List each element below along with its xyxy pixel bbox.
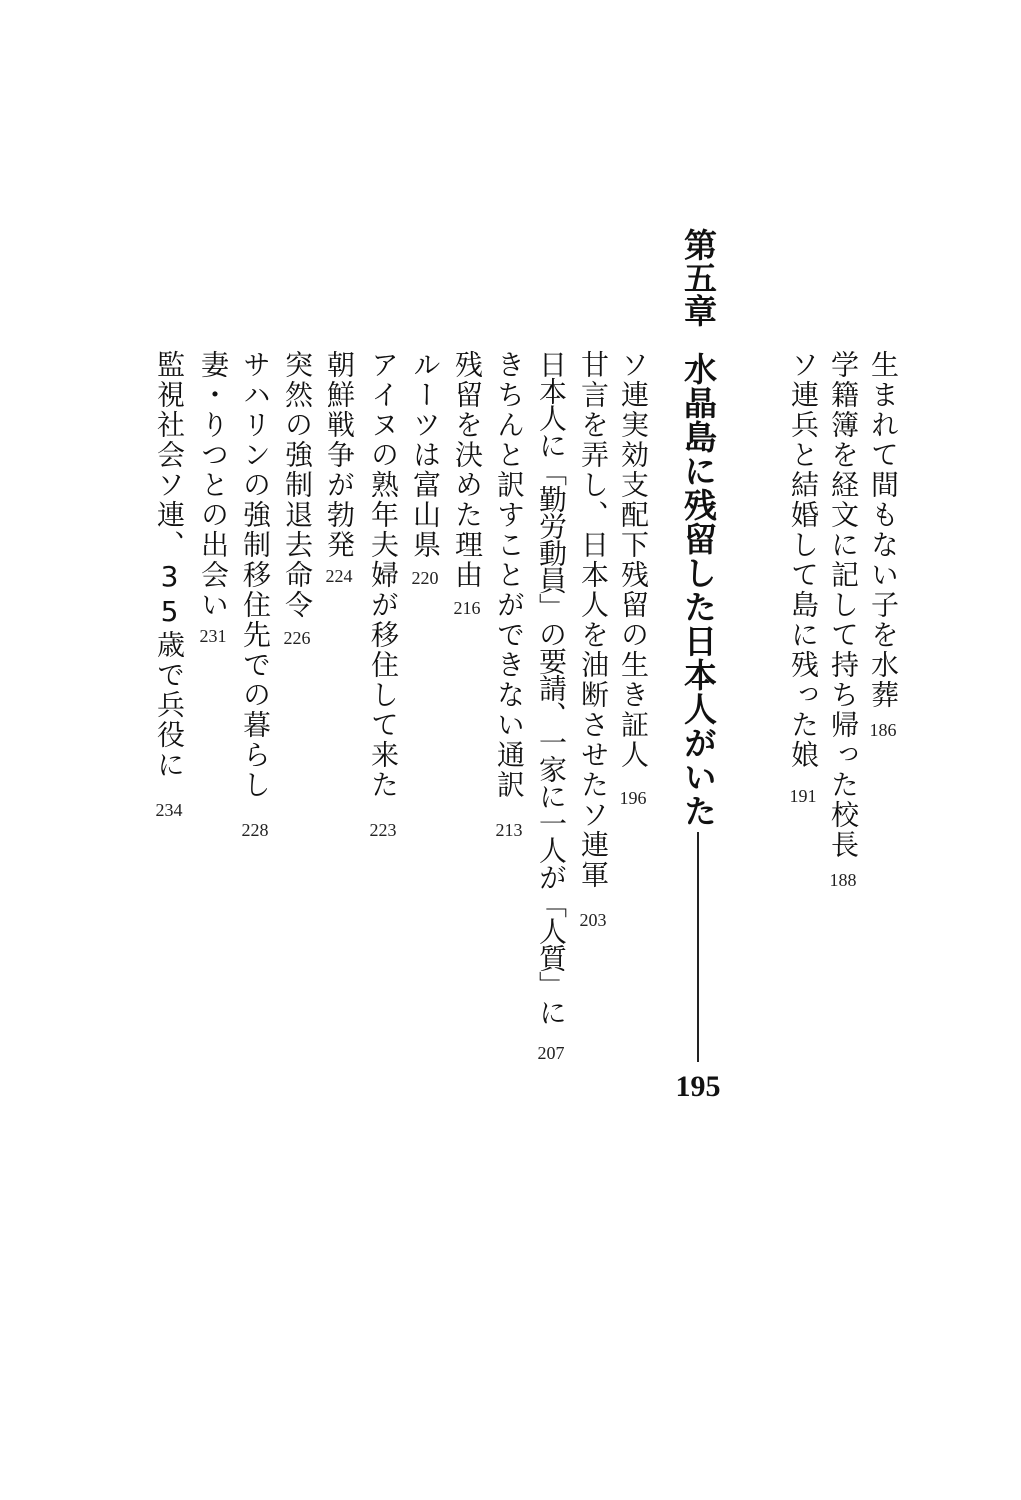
toc-entry[interactable] (196, 350, 230, 646)
chapter-page: 195 (675, 1070, 721, 1103)
entry-title: サハリンの強制移住先での暮らし (239, 350, 272, 800)
toc-entry[interactable] (492, 350, 526, 840)
entry-title: ルーツは富山県 (409, 350, 442, 560)
toc-entry[interactable] (366, 350, 400, 840)
toc-entry[interactable] (576, 350, 610, 930)
entry-title: アイヌの熟年夫婦が移住して来た (367, 350, 400, 800)
entry-title: 朝鮮戦争が勃発 (323, 350, 356, 560)
toc-entry[interactable] (866, 350, 900, 740)
chapter-title: 水晶島に残留した日本人がいた (679, 352, 718, 828)
toc-entry[interactable] (616, 350, 650, 808)
entry-title: きちんと訳すことができない通訳 (493, 350, 526, 800)
entry-title: 妻・りつとの出会い (197, 350, 230, 620)
entry-page: 186 (869, 720, 897, 740)
toc-entry[interactable] (152, 350, 186, 820)
entry-title: 日本人に「勤労動員」の要請、一家に一人が「人質」に (535, 350, 568, 1025)
entry-page: 191 (789, 786, 817, 806)
entry-page: 203 (579, 910, 607, 930)
entry-page: 220 (411, 568, 439, 588)
entry-page: 213 (495, 820, 523, 840)
entry-page: 234 (155, 800, 183, 820)
entry-title: 生まれて間もない子を水葬 (867, 350, 900, 710)
chapter-label: 第五章 (679, 228, 718, 327)
entry-page: 226 (283, 628, 311, 648)
entry-title: ソ連兵と結婚して島に残った娘 (787, 350, 820, 770)
entry-title: 突然の強制退去命令 (281, 350, 314, 620)
toc-entry[interactable] (408, 350, 442, 588)
toc-entry[interactable] (238, 350, 272, 840)
entry-title: 学籍簿を経文に記して持ち帰った校長 (827, 350, 860, 860)
entry-page: 223 (369, 820, 397, 840)
toc-entry[interactable] (786, 350, 820, 806)
toc-entry[interactable] (450, 350, 484, 618)
entry-page: 224 (325, 566, 353, 586)
chapter-heading[interactable] (675, 352, 721, 1104)
toc-entry[interactable] (322, 350, 356, 586)
entry-page: 188 (829, 870, 857, 890)
entry-page: 231 (199, 626, 227, 646)
entry-page: 207 (537, 1043, 565, 1063)
entry-title: 甘言を弄し、日本人を油断させたソ連軍 (577, 350, 610, 890)
leader-rule (697, 832, 699, 1062)
entry-title: 残留を決めた理由 (451, 350, 484, 590)
entry-title: ソ連実効支配下残留の生き証人 (617, 350, 650, 770)
toc-entry[interactable] (826, 350, 860, 890)
entry-page: 228 (241, 820, 269, 840)
toc-entry[interactable] (280, 350, 314, 648)
entry-title: 監視社会ソ連、35歳で兵役に (153, 350, 186, 780)
toc-entry[interactable] (534, 350, 568, 1063)
entry-page: 196 (619, 788, 647, 808)
entry-page: 216 (453, 598, 481, 618)
